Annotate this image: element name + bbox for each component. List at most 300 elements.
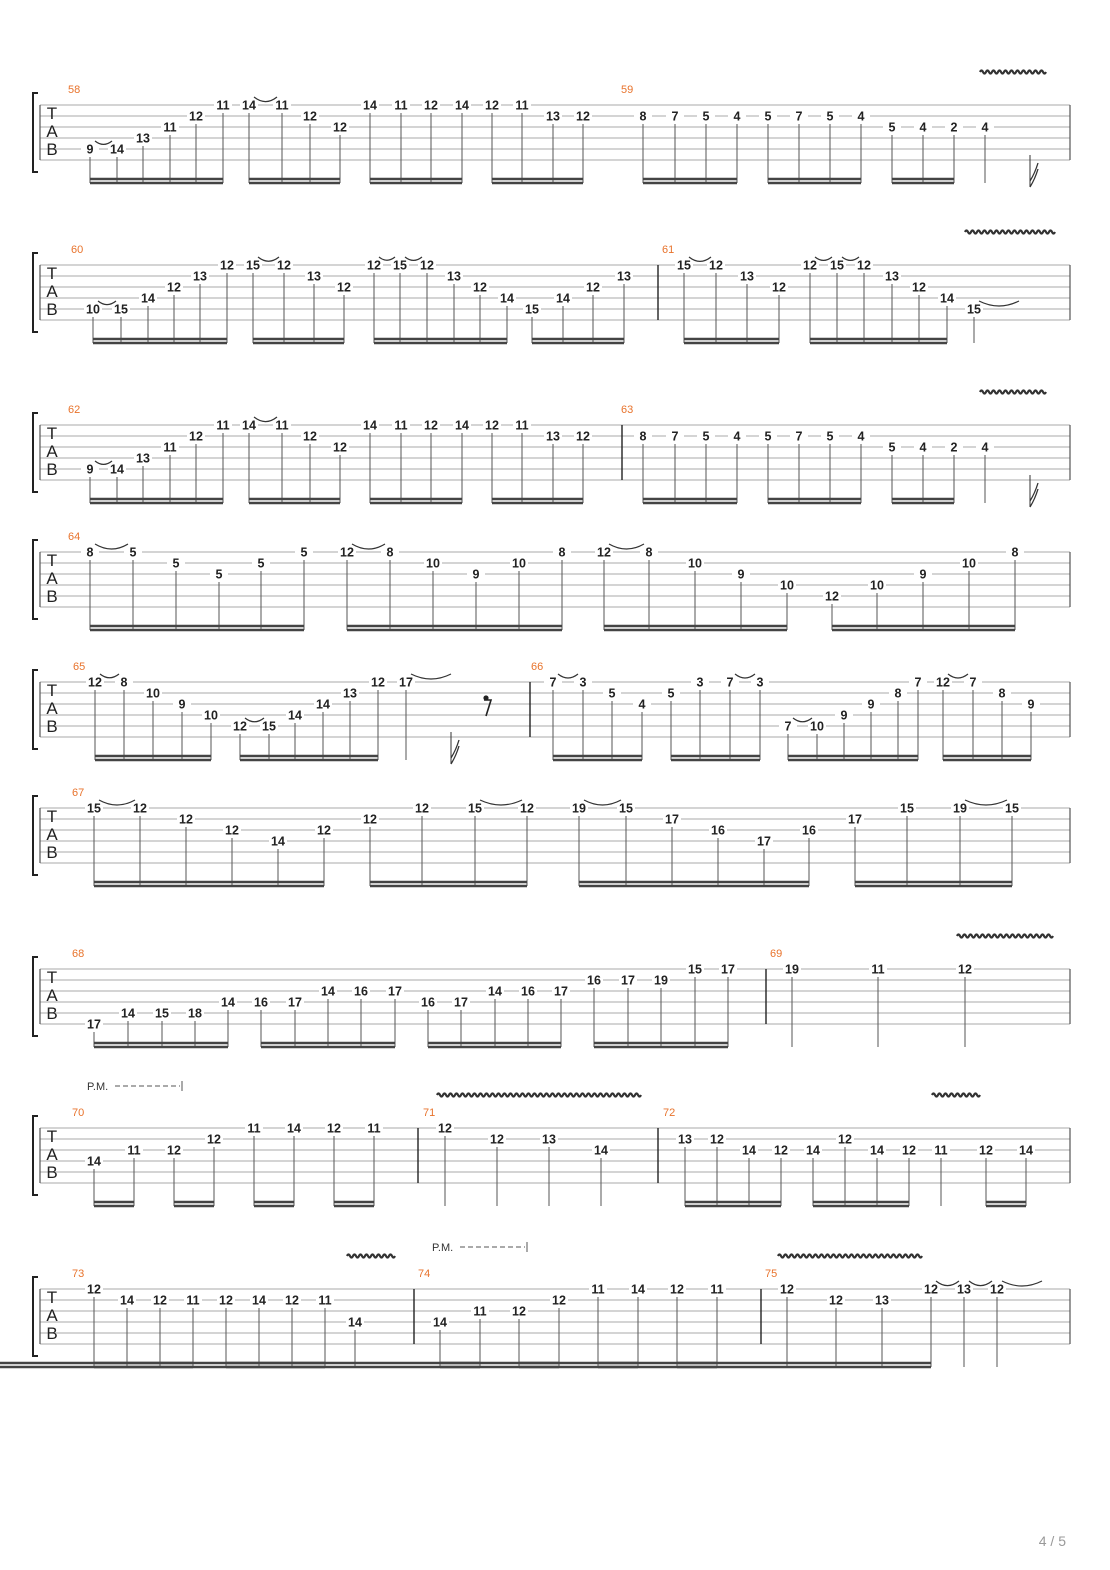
fret-number: 12 xyxy=(979,1143,993,1158)
fret-number: 11 xyxy=(473,1304,487,1319)
tab-clef-letter: A xyxy=(46,699,58,718)
fret-number: 14 xyxy=(121,1006,135,1021)
fret-number: 12 xyxy=(167,280,181,295)
fret-number: 10 xyxy=(780,578,794,593)
fret-number: 14 xyxy=(242,98,256,113)
fret-number: 12 xyxy=(363,812,377,827)
system-bracket xyxy=(33,540,38,619)
fret-number: 9 xyxy=(737,567,745,582)
fret-number: 14 xyxy=(288,708,302,723)
fret-number: 12 xyxy=(709,258,723,273)
fret-number: 11 xyxy=(247,1121,261,1136)
fret-number: 5 xyxy=(826,109,834,124)
tab-clef-letter: A xyxy=(46,986,58,1005)
fret-number: 11 xyxy=(318,1293,332,1308)
fret-number: 16 xyxy=(421,995,435,1010)
system-bracket xyxy=(33,957,38,1036)
system-62-63 xyxy=(33,391,1070,508)
fret-number: 12 xyxy=(179,812,193,827)
measure-number: 72 xyxy=(663,1107,676,1119)
fret-number: 4 xyxy=(733,109,741,124)
measure-number: 75 xyxy=(765,1268,778,1280)
tab-clef-letter: A xyxy=(46,1306,58,1325)
fret-number: 13 xyxy=(193,269,207,284)
fret-number: 11 xyxy=(275,98,289,113)
fret-number: 11 xyxy=(871,962,885,977)
fret-number: 9 xyxy=(840,708,848,723)
measure-number: 74 xyxy=(418,1268,431,1280)
fret-number: 12 xyxy=(285,1293,299,1308)
tie-slur xyxy=(609,544,644,549)
fret-number: 12 xyxy=(340,545,354,560)
fret-number: 15 xyxy=(468,801,482,816)
measure-number: 69 xyxy=(770,948,783,960)
fret-number: 5 xyxy=(764,109,772,124)
fret-number: 5 xyxy=(608,686,616,701)
note-flag xyxy=(1030,163,1038,187)
fret-number: 13 xyxy=(136,131,150,146)
fret-number: 14 xyxy=(321,984,335,999)
fret-number: 12 xyxy=(225,823,239,838)
system-bracket xyxy=(33,1277,38,1356)
eighth-rest-icon xyxy=(484,700,491,716)
tie-slur xyxy=(965,800,1007,805)
fret-number: 8 xyxy=(645,545,653,560)
tie-slur xyxy=(1002,1281,1042,1286)
tab-clef-letter: B xyxy=(46,140,58,159)
fret-number: 12 xyxy=(333,120,347,135)
fret-number: 13 xyxy=(542,1132,556,1147)
fret-number: 8 xyxy=(558,545,566,560)
fret-number: 14 xyxy=(455,98,469,113)
fret-number: 12 xyxy=(317,823,331,838)
fret-number: 12 xyxy=(220,258,234,273)
measure-number: 71 xyxy=(423,1107,436,1119)
fret-number: 15 xyxy=(246,258,260,273)
fret-number: 13 xyxy=(957,1282,971,1297)
fret-number: 14 xyxy=(594,1143,608,1158)
fret-number: 7 xyxy=(795,109,803,124)
fret-number: 12 xyxy=(774,1143,788,1158)
fret-number: 17 xyxy=(554,984,568,999)
tab-clef-letter: T xyxy=(46,968,58,987)
system-bracket xyxy=(33,1116,38,1195)
fret-number: 12 xyxy=(576,109,590,124)
fret-number: 12 xyxy=(520,801,534,816)
fret-number: 12 xyxy=(552,1293,566,1308)
fret-number: 9 xyxy=(867,697,875,712)
fret-number: 8 xyxy=(86,545,94,560)
fret-number: 11 xyxy=(934,1143,948,1158)
fret-number: 12 xyxy=(576,429,590,444)
tab-clef-letter: T xyxy=(46,1127,58,1146)
fret-number: 5 xyxy=(172,556,180,571)
fret-number: 10 xyxy=(426,556,440,571)
fret-number: 13 xyxy=(307,269,321,284)
tab-clef-letter: A xyxy=(46,122,58,141)
fret-number: 13 xyxy=(875,1293,889,1308)
palm-mute-label: P.M. xyxy=(432,1242,454,1254)
note-flag xyxy=(451,740,459,764)
fret-number: 11 xyxy=(216,98,230,113)
vibrato-mark xyxy=(932,1094,980,1097)
vibrato-mark xyxy=(437,1094,641,1097)
tie-slur xyxy=(411,674,451,679)
fret-number: 4 xyxy=(981,120,989,135)
fret-number: 11 xyxy=(163,440,177,455)
fret-number: 7 xyxy=(549,675,557,690)
fret-number: 11 xyxy=(275,418,289,433)
fret-number: 12 xyxy=(490,1132,504,1147)
system-70-72 xyxy=(33,1081,1070,1206)
fret-number: 3 xyxy=(696,675,704,690)
fret-number: 17 xyxy=(848,812,862,827)
tab-clef-letter: A xyxy=(46,282,58,301)
fret-number: 14 xyxy=(433,1315,447,1330)
tab-clef-letter: T xyxy=(46,104,58,123)
fret-number: 10 xyxy=(204,708,218,723)
measure-number: 58 xyxy=(68,84,81,96)
fret-number: 16 xyxy=(254,995,268,1010)
fret-number: 15 xyxy=(677,258,691,273)
fret-number: 8 xyxy=(894,686,902,701)
fret-number: 9 xyxy=(178,697,186,712)
vibrato-mark xyxy=(965,231,1055,234)
fret-number: 11 xyxy=(216,418,230,433)
measure-number: 61 xyxy=(662,244,675,256)
fret-number: 8 xyxy=(639,109,647,124)
fret-number: 19 xyxy=(785,962,799,977)
fret-number: 16 xyxy=(802,823,816,838)
system-68-69 xyxy=(33,935,1070,1048)
palm-mute-label: P.M. xyxy=(87,1081,109,1093)
fret-number: 12 xyxy=(189,429,203,444)
fret-number: 14 xyxy=(87,1154,101,1169)
fret-number: 12 xyxy=(597,545,611,560)
fret-number: 9 xyxy=(86,462,94,477)
fret-number: 10 xyxy=(146,686,160,701)
fret-number: 12 xyxy=(233,719,247,734)
fret-number: 14 xyxy=(120,1293,134,1308)
tie-slur xyxy=(480,800,522,805)
system-60-61 xyxy=(33,231,1070,344)
tab-clef-letter: T xyxy=(46,1288,58,1307)
fret-number: 15 xyxy=(688,962,702,977)
fret-number: 12 xyxy=(958,962,972,977)
fret-number: 17 xyxy=(87,1017,101,1032)
fret-number: 15 xyxy=(967,302,981,317)
fret-number: 12 xyxy=(829,1293,843,1308)
fret-number: 13 xyxy=(617,269,631,284)
fret-number: 5 xyxy=(888,120,896,135)
fret-number: 12 xyxy=(424,98,438,113)
fret-number: 14 xyxy=(141,291,155,306)
fret-number: 12 xyxy=(371,675,385,690)
tab-clef-letter: B xyxy=(46,1324,58,1343)
fret-number: 5 xyxy=(129,545,137,560)
measure-number: 73 xyxy=(72,1268,85,1280)
fret-number: 14 xyxy=(742,1143,756,1158)
fret-number: 12 xyxy=(424,418,438,433)
fret-number: 10 xyxy=(810,719,824,734)
fret-number: 2 xyxy=(950,440,958,455)
system-bracket xyxy=(33,670,38,749)
fret-number: 5 xyxy=(702,109,710,124)
fret-number: 14 xyxy=(110,462,124,477)
fret-number: 10 xyxy=(512,556,526,571)
fret-number: 14 xyxy=(488,984,502,999)
fret-number: 14 xyxy=(363,418,377,433)
tab-clef-letter: T xyxy=(46,264,58,283)
fret-number: 17 xyxy=(288,995,302,1010)
fret-number: 8 xyxy=(639,429,647,444)
fret-number: 18 xyxy=(188,1006,202,1021)
measure-number: 64 xyxy=(68,531,81,543)
fret-number: 16 xyxy=(711,823,725,838)
fret-number: 14 xyxy=(556,291,570,306)
fret-number: 12 xyxy=(780,1282,794,1297)
fret-number: 10 xyxy=(962,556,976,571)
fret-number: 17 xyxy=(757,834,771,849)
fret-number: 3 xyxy=(756,675,764,690)
fret-number: 14 xyxy=(252,1293,266,1308)
measure-number: 60 xyxy=(71,244,84,256)
fret-number: 19 xyxy=(572,801,586,816)
system-bracket xyxy=(33,253,38,332)
fret-number: 12 xyxy=(367,258,381,273)
fret-number: 8 xyxy=(998,686,1006,701)
fret-number: 12 xyxy=(912,280,926,295)
fret-number: 11 xyxy=(515,98,529,113)
fret-number: 2 xyxy=(950,120,958,135)
fret-number: 14 xyxy=(455,418,469,433)
fret-number: 12 xyxy=(415,801,429,816)
fret-number: 12 xyxy=(153,1293,167,1308)
fret-number: 12 xyxy=(485,98,499,113)
fret-number: 3 xyxy=(579,675,587,690)
tie-slur xyxy=(99,800,135,805)
fret-number: 4 xyxy=(919,120,927,135)
tab-clef-letter: B xyxy=(46,300,58,319)
fret-number: 11 xyxy=(163,120,177,135)
fret-number: 7 xyxy=(914,675,922,690)
measure-number: 70 xyxy=(72,1107,85,1119)
system-58-59 xyxy=(33,71,1070,188)
fret-number: 12 xyxy=(670,1282,684,1297)
fret-number: 12 xyxy=(772,280,786,295)
fret-number: 13 xyxy=(678,1132,692,1147)
fret-number: 8 xyxy=(120,675,128,690)
fret-number: 14 xyxy=(1019,1143,1033,1158)
fret-number: 13 xyxy=(343,686,357,701)
fret-number: 12 xyxy=(219,1293,233,1308)
measure-number: 65 xyxy=(73,661,86,673)
fret-number: 5 xyxy=(826,429,834,444)
fret-number: 13 xyxy=(740,269,754,284)
tie-slur xyxy=(979,301,1019,306)
system-bracket xyxy=(33,796,38,875)
fret-number: 12 xyxy=(512,1304,526,1319)
page-number: 4 / 5 xyxy=(1038,1533,1066,1549)
tab-clef-letter: T xyxy=(46,424,58,443)
fret-number: 14 xyxy=(110,142,124,157)
fret-number: 5 xyxy=(300,545,308,560)
tie-slur xyxy=(584,800,621,805)
fret-number: 5 xyxy=(888,440,896,455)
fret-number: 10 xyxy=(870,578,884,593)
system-65-66 xyxy=(33,661,1070,764)
fret-number: 15 xyxy=(114,302,128,317)
tab-clef-letter: B xyxy=(46,843,58,862)
system-67 xyxy=(33,787,1070,886)
fret-number: 7 xyxy=(671,109,679,124)
fret-number: 8 xyxy=(1011,545,1019,560)
fret-number: 12 xyxy=(420,258,434,273)
fret-number: 7 xyxy=(969,675,977,690)
fret-number: 14 xyxy=(870,1143,884,1158)
fret-number: 16 xyxy=(521,984,535,999)
vibrato-mark xyxy=(980,71,1046,74)
fret-number: 19 xyxy=(953,801,967,816)
fret-number: 15 xyxy=(525,302,539,317)
fret-number: 11 xyxy=(515,418,529,433)
fret-number: 14 xyxy=(316,697,330,712)
system-73-75 xyxy=(0,1242,1070,1367)
fret-number: 13 xyxy=(136,451,150,466)
fret-number: 12 xyxy=(586,280,600,295)
fret-number: 12 xyxy=(167,1143,181,1158)
fret-number: 15 xyxy=(155,1006,169,1021)
fret-number: 15 xyxy=(87,801,101,816)
tab-clef-letter: T xyxy=(46,681,58,700)
fret-number: 14 xyxy=(221,995,235,1010)
fret-number: 12 xyxy=(303,109,317,124)
fret-number: 9 xyxy=(86,142,94,157)
fret-number: 9 xyxy=(919,567,927,582)
fret-number: 13 xyxy=(546,429,560,444)
measure-number: 67 xyxy=(72,787,85,799)
fret-number: 15 xyxy=(262,719,276,734)
fret-number: 4 xyxy=(981,440,989,455)
fret-number: 12 xyxy=(825,589,839,604)
vibrato-mark xyxy=(347,1255,395,1258)
system-bracket xyxy=(33,413,38,492)
fret-number: 12 xyxy=(277,258,291,273)
tie-slur xyxy=(95,544,128,549)
fret-number: 5 xyxy=(215,567,223,582)
fret-number: 15 xyxy=(393,258,407,273)
fret-number: 12 xyxy=(303,429,317,444)
fret-number: 12 xyxy=(337,280,351,295)
fret-number: 4 xyxy=(857,109,865,124)
fret-number: 12 xyxy=(207,1132,221,1147)
tab-clef-letter: B xyxy=(46,717,58,736)
fret-number: 12 xyxy=(803,258,817,273)
fret-number: 5 xyxy=(257,556,265,571)
fret-number: 12 xyxy=(88,675,102,690)
fret-number: 10 xyxy=(688,556,702,571)
fret-number: 7 xyxy=(784,719,792,734)
measure-number: 66 xyxy=(531,661,544,673)
fret-number: 9 xyxy=(472,567,480,582)
fret-number: 16 xyxy=(354,984,368,999)
fret-number: 12 xyxy=(189,109,203,124)
fret-number: 15 xyxy=(900,801,914,816)
fret-number: 4 xyxy=(919,440,927,455)
fret-number: 9 xyxy=(1027,697,1035,712)
fret-number: 12 xyxy=(473,280,487,295)
measure-number: 63 xyxy=(621,404,634,416)
fret-number: 14 xyxy=(940,291,954,306)
fret-number: 12 xyxy=(333,440,347,455)
fret-number: 17 xyxy=(454,995,468,1010)
fret-number: 12 xyxy=(485,418,499,433)
fret-number: 5 xyxy=(764,429,772,444)
fret-number: 14 xyxy=(806,1143,820,1158)
tab-clef-letter: A xyxy=(46,442,58,461)
fret-number: 5 xyxy=(702,429,710,444)
tab-clef-letter: T xyxy=(46,807,58,826)
fret-number: 12 xyxy=(710,1132,724,1147)
measure-number: 68 xyxy=(72,948,85,960)
fret-number: 7 xyxy=(795,429,803,444)
fret-number: 11 xyxy=(591,1282,605,1297)
fret-number: 12 xyxy=(438,1121,452,1136)
fret-number: 11 xyxy=(186,1293,200,1308)
vibrato-mark xyxy=(778,1255,922,1258)
fret-number: 13 xyxy=(447,269,461,284)
tab-clef-letter: A xyxy=(46,1145,58,1164)
fret-number: 12 xyxy=(936,675,950,690)
fret-number: 10 xyxy=(86,302,100,317)
fret-number: 11 xyxy=(394,418,408,433)
fret-number: 12 xyxy=(327,1121,341,1136)
fret-number: 12 xyxy=(87,1282,101,1297)
fret-number: 14 xyxy=(242,418,256,433)
fret-number: 17 xyxy=(621,973,635,988)
vibrato-mark xyxy=(980,391,1046,394)
fret-number: 12 xyxy=(902,1143,916,1158)
measure-number: 62 xyxy=(68,404,81,416)
tab-clef-letter: B xyxy=(46,1004,58,1023)
fret-number: 19 xyxy=(654,973,668,988)
fret-number: 11 xyxy=(127,1143,141,1158)
fret-number: 15 xyxy=(619,801,633,816)
tab-clef-letter: A xyxy=(46,825,58,844)
fret-number: 12 xyxy=(990,1282,1004,1297)
fret-number: 14 xyxy=(631,1282,645,1297)
fret-number: 4 xyxy=(733,429,741,444)
measure-number: 59 xyxy=(621,84,634,96)
fret-number: 12 xyxy=(857,258,871,273)
fret-number: 4 xyxy=(638,697,646,712)
fret-number: 11 xyxy=(394,98,408,113)
fret-number: 4 xyxy=(857,429,865,444)
fret-number: 8 xyxy=(386,545,394,560)
tab-clef-letter: B xyxy=(46,587,58,606)
fret-number: 17 xyxy=(399,675,413,690)
fret-number: 13 xyxy=(546,109,560,124)
fret-number: 14 xyxy=(348,1315,362,1330)
fret-number: 15 xyxy=(830,258,844,273)
fret-number: 12 xyxy=(924,1282,938,1297)
tab-clef-letter: T xyxy=(46,551,58,570)
system-bracket xyxy=(33,93,38,172)
vibrato-mark xyxy=(957,935,1053,938)
fret-number: 17 xyxy=(388,984,402,999)
fret-number: 14 xyxy=(500,291,514,306)
fret-number: 7 xyxy=(671,429,679,444)
